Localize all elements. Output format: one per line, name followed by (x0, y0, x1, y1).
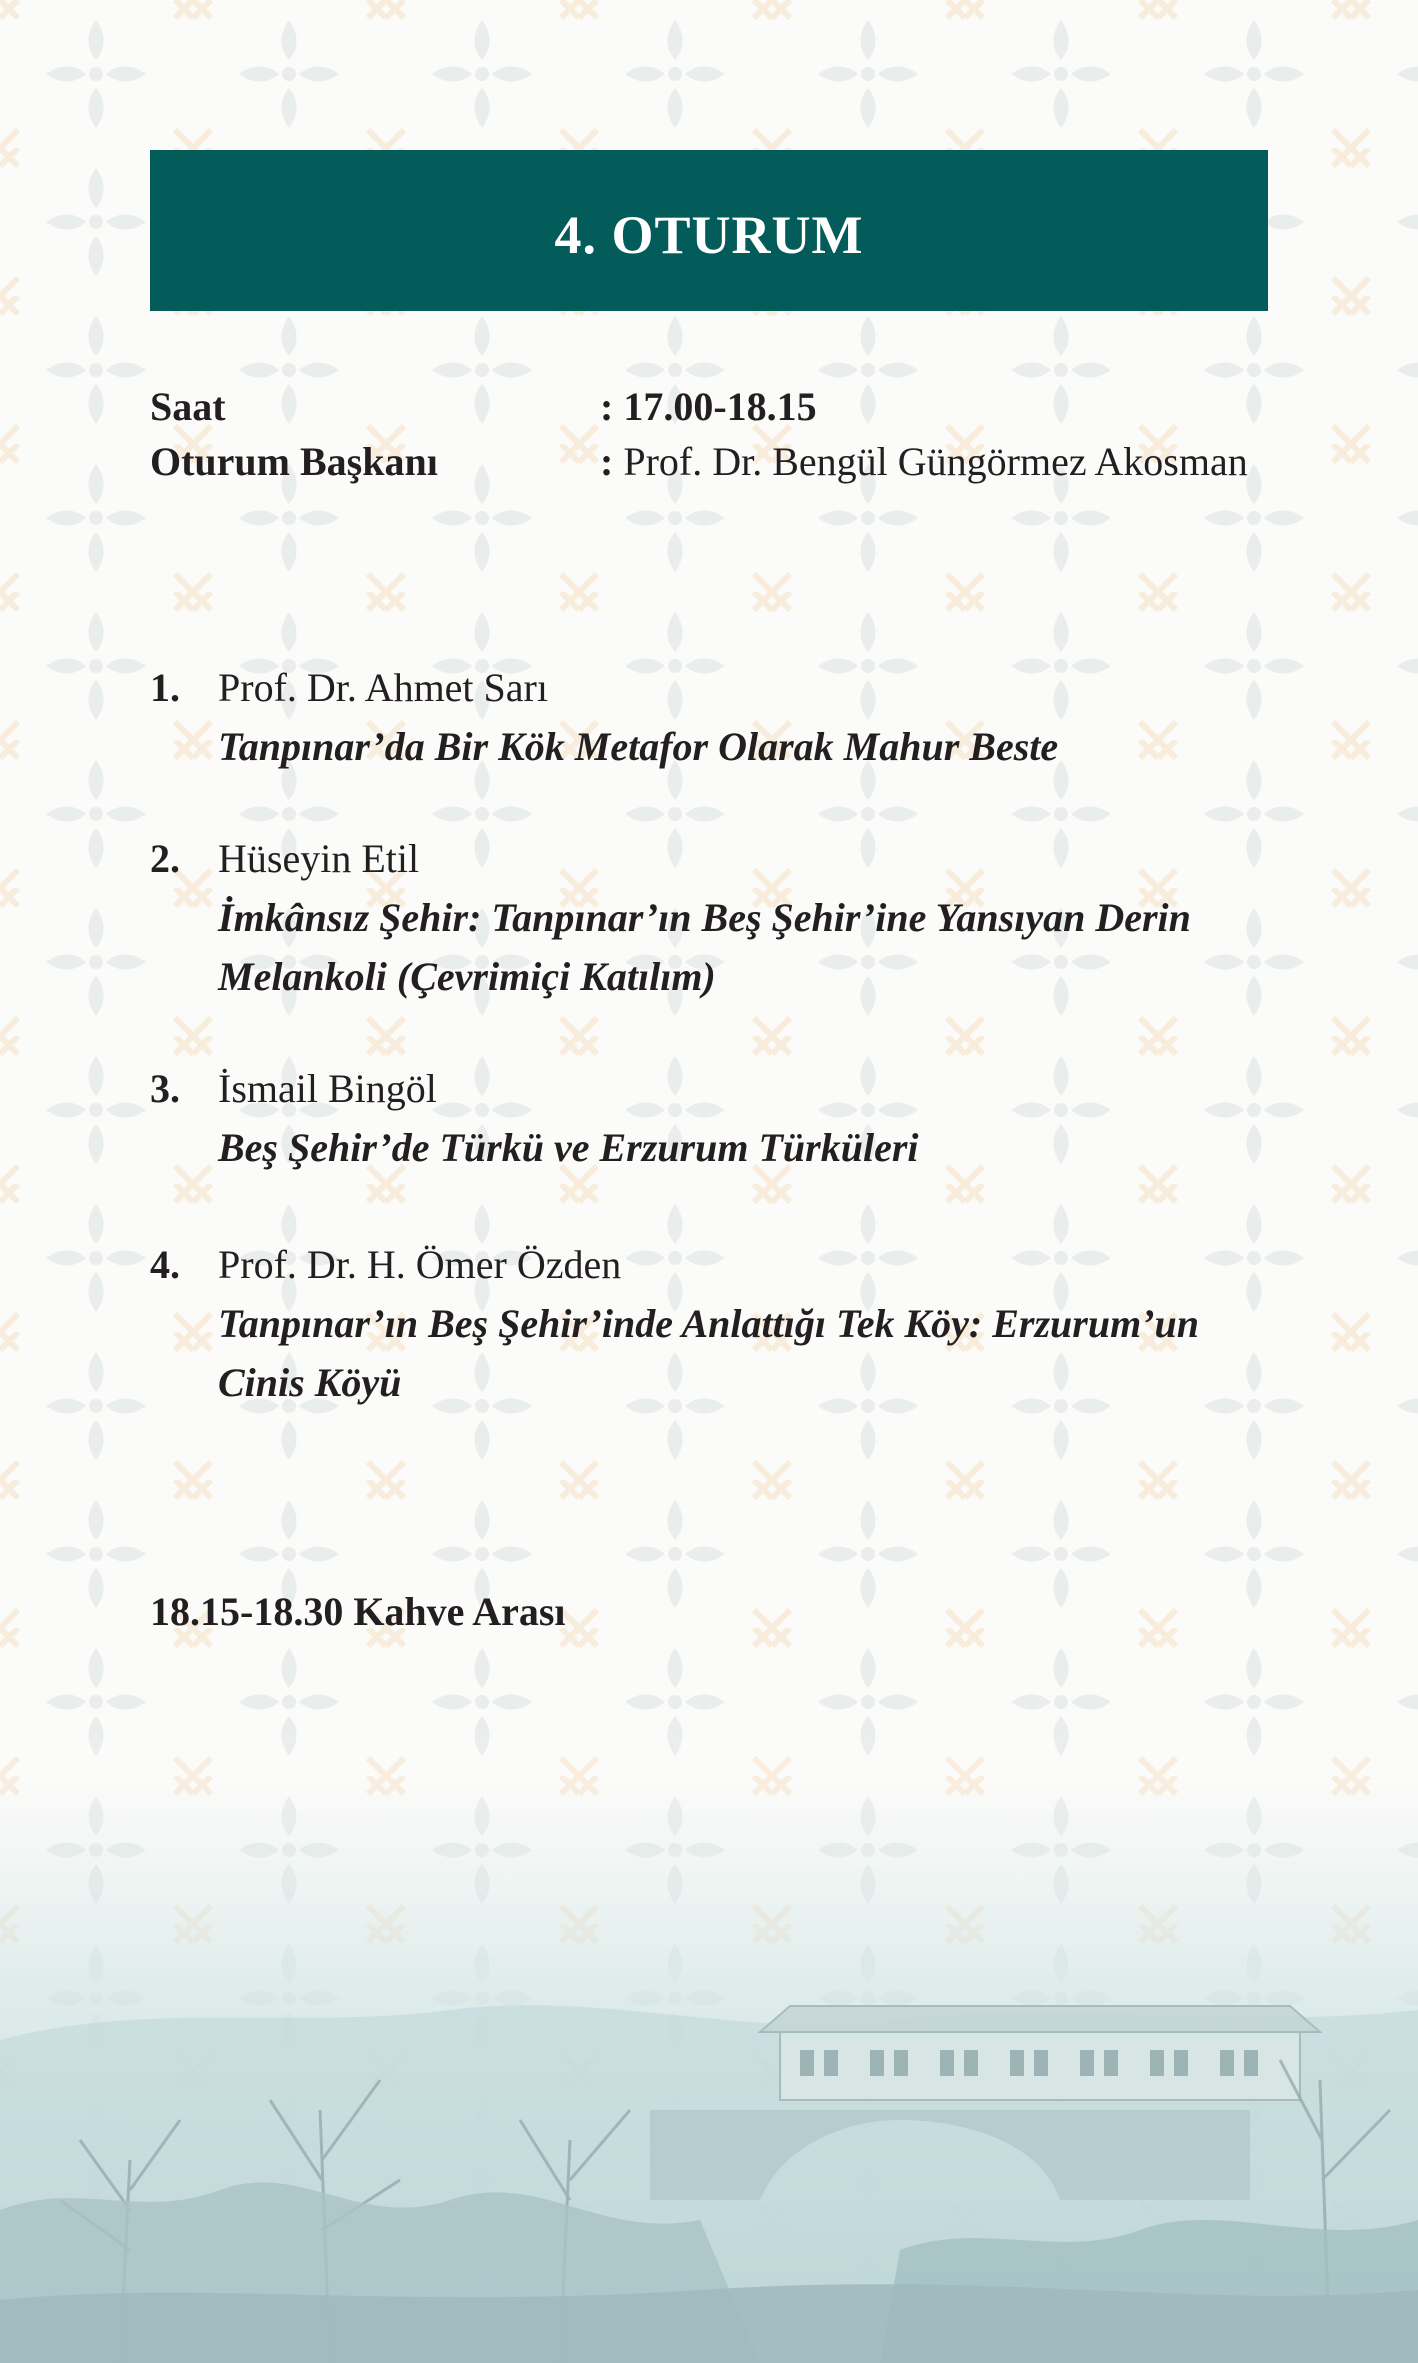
talk-title: Tanpınar’da Bir Kök Metafor Olarak Mahur Beste (218, 724, 1059, 769)
time-label: Saat (150, 384, 226, 429)
chair-label: Oturum Başkanı (150, 439, 438, 484)
talk-number: 1. (150, 665, 180, 710)
talk-speaker: Prof. Dr. Ahmet Sarı (218, 665, 548, 710)
talk-speaker: Hüseyin Etil (218, 836, 420, 881)
talk-body (218, 1059, 1278, 1177)
talk-number: 3. (150, 1066, 180, 1111)
chair-value: Prof. Dr. Bengül Güngörmez Akosman (613, 439, 1248, 484)
talk-title: İmkânsız Şehir: Tanpınar’ın Beş Şehir’ine Yansıyan Derin Melankoli (Çevrimiçi Katılım) (218, 895, 1191, 999)
chair-value-wrapper (600, 438, 1248, 486)
talk-body (218, 1235, 1278, 1412)
talk-body (218, 658, 1278, 776)
chair-colon: : (600, 439, 614, 484)
coffee-break-text: 18.15-18.30 Kahve Arası (150, 1589, 566, 1634)
talk-number: 2. (150, 836, 180, 881)
talk-body (218, 829, 1278, 1006)
talk-title: Beş Şehir’de Türkü ve Erzurum Türküleri (218, 1125, 919, 1170)
talk-title: Tanpınar’ın Beş Şehir’inde Anlattığı Tek Köy: Erzurum’un Cinis Köyü (218, 1301, 1200, 1405)
talk-number: 4. (150, 1242, 180, 1287)
session-title: 4. OTURUM (554, 204, 864, 265)
session-banner (150, 150, 1268, 311)
time-value: : 17.00-18.15 (600, 384, 817, 429)
talk-speaker: İsmail Bingöl (218, 1066, 437, 1111)
talk-speaker: Prof. Dr. H. Ömer Özden (218, 1242, 622, 1287)
